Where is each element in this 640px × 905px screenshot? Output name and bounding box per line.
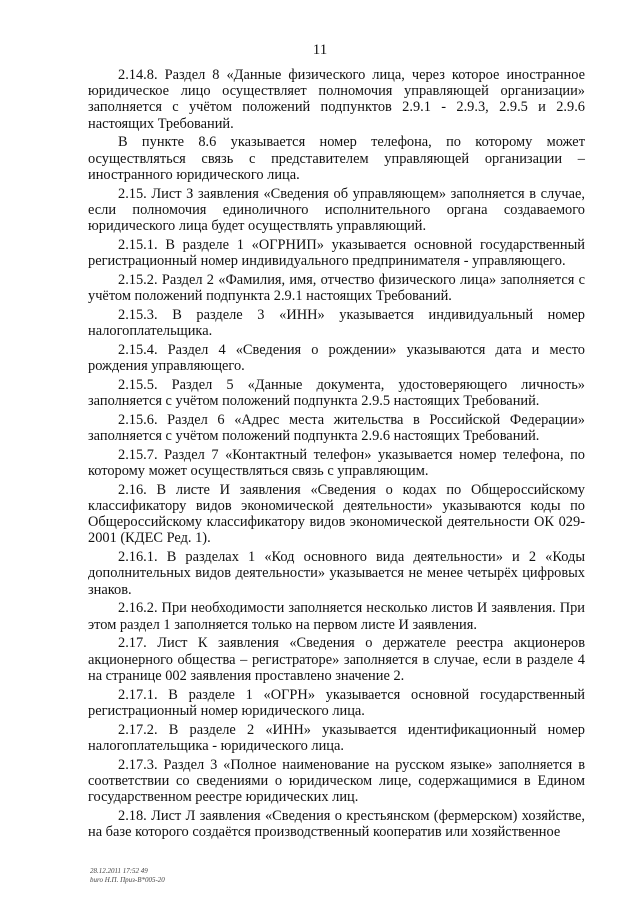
paragraph-2-15-7: 2.15.7. Раздел 7 «Контактный телефон» указывается номер телефона, по которому может осуществляться связь с управляющим. [88,446,585,480]
page-number: 11 [312,42,328,58]
paragraph-2-17-2: 2.17.2. В разделе 2 «ИНН» указывается идентификационный номер налогоплательщика - юридического лица. [88,721,585,754]
paragraph-2-17-3: 2.17.3. Раздел 3 «Полное наименование на русском языке» заполняется в соответствии со сведениями о юридическом лице, содержащимися в Едином государственном реестре юридических лиц. [88,756,585,806]
document-body [88,67,585,843]
paragraph-2-15-3: 2.15.3. В разделе 3 «ИНН» указывается индивидуальный номер налогоплательщика. [88,306,585,340]
paragraph-2-18: 2.18. Лист Л заявления «Сведения о крестьянском (фермерском) хозяйстве, на базе которого создаётся производственный кооператив или хозяйственное [88,807,585,841]
paragraph-2-16: 2.16. В листе И заявления «Сведения о кодах по Общероссийскому классификатору видов экономической деятельности» указываются коды по Общероссийскому классификатору видов экономической деятельности ОК 029-2001 (КДЕС Ред. 1). [88,481,585,547]
paragraph-2-15-6: 2.15.6. Раздел 6 «Адрес места жительства в Российской Федерации» заполняется с учётом положений подпункта 2.9.6 настоящих Требований. [88,411,585,445]
paragraph-2-17-1: 2.17.1. В разделе 1 «ОГРН» указывается основной государственный регистрационный номер юридического лица. [88,686,585,719]
paragraph-2-16-1: 2.16.1. В разделах 1 «Код основного вида деятельности» и 2 «Коды дополнительных видов деятельности» указывается не менее четырёх цифровых знаков. [88,549,585,598]
paragraph-2-15-4: 2.15.4. Раздел 4 «Сведения о рождении» указываются дата и место рождения управляющего. [88,341,585,375]
footer-timestamp: 28.12.2011 17:52 49 [90,867,148,875]
paragraph-2-16-2: 2.16.2. При необходимости заполняется несколько листов И заявления. При этом раздел 1 заполняется только на первом листе И заявления. [88,600,585,633]
paragraph-2-15-2: 2.15.2. Раздел 2 «Фамилия, имя, отчество физического лица» заполняется с учётом положений подпункта 2.9.1 настоящих Требований. [88,271,585,305]
paragraph-2-15-1: 2.15.1. В разделе 1 «ОГРНИП» указывается основной государственный регистрационный номер индивидуального предпринимателя - управляющего. [88,236,585,270]
paragraph-2-17: 2.17. Лист К заявления «Сведения о держателе реестра акционеров акционерного общества – регистраторе» заполняется в случае, если в разделе 4 на странице 002 заявления проставлено значение 2. [88,635,585,684]
paragraph-2-14-8: 2.14.8. Раздел 8 «Данные физического лица, через которое иностранное юридическое лицо осуществляет полномочия управляющей организации» заполняется с учётом положений подпунктов 2.9.1 - 2.9.3, 2.9.5 и 2.9.6 настоящих Требований. [88,67,585,132]
paragraph-2-15: 2.15. Лист З заявления «Сведения об управляющем» заполняется в случае, если полномочия единоличного исполнительного органа создаваемого юридического лица будет осуществлять управляющий. [88,185,585,235]
paragraph-2-15-5: 2.15.5. Раздел 5 «Данные документа, удостоверяющего личность» заполняется с учётом положений подпункта 2.9.5 настоящих Требований. [88,376,585,410]
print-footer [90,867,165,885]
paragraph-phone-8-6: В пункте 8.6 указывается номер телефона, по которому может осуществляться связь с представителем управляющей организации – иностранного юридического лица. [88,134,585,183]
footer-document-id: buro Н.П. Приз-В*005-20 [90,876,165,884]
